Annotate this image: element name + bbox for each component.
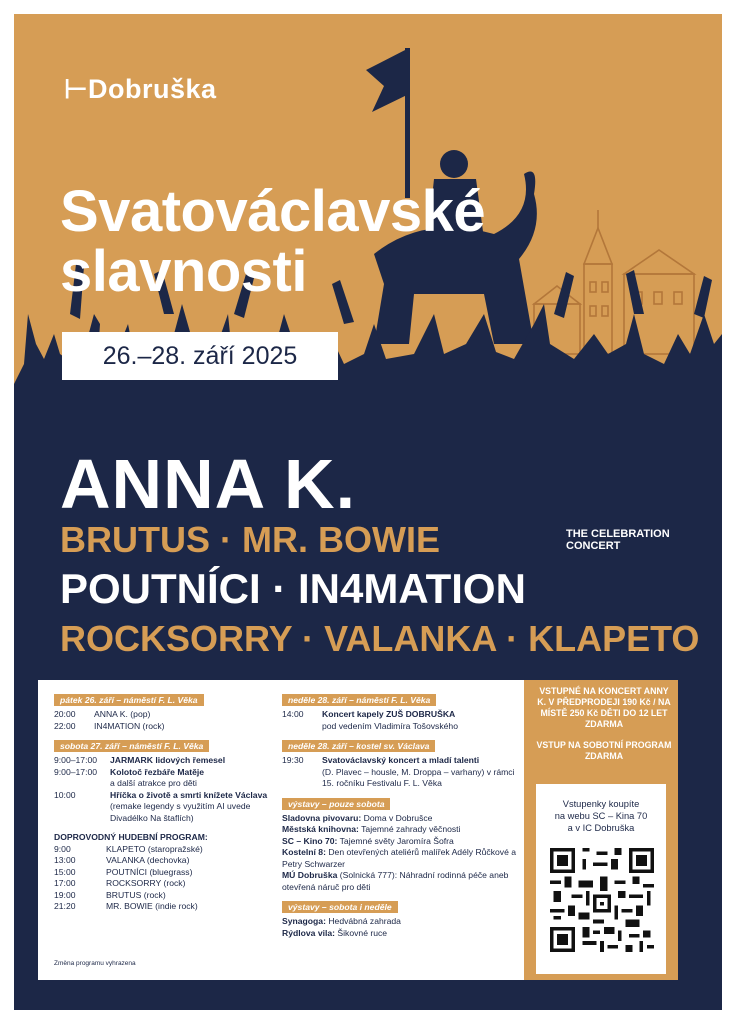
item-bold: Hříčka o životě a smrti knížete Václava [110,789,268,800]
separator: · [506,618,519,659]
celebration-line-1: THE CELEBRATION [566,528,670,540]
item-text: MR. BOWIE (indie rock) [106,901,198,911]
ticket-purchase-box [536,784,666,974]
time: 9:00–17:00 [54,755,98,765]
item-bold: Svatováclavský koncert a mladí talenti [322,755,480,765]
brand-name: Dobruška [88,74,217,104]
poster [14,14,722,1010]
item-text: Den otevřených ateliérů malířek Adély Růčkové a Petry Schwarzer [282,847,517,869]
item-text: Tajemné zahrady věčnosti [361,824,461,834]
ticket-purchase-text [536,798,666,834]
act-poutnici: POUTNÍCI [60,565,261,612]
celebration-line-2: CONCERT [566,540,621,552]
item-bold: SC – Kino 70: [282,835,338,846]
list-item [282,916,518,928]
exhibitions-saturday-header: výstavy – pouze sobota [282,798,390,810]
item-bold: Koncert kapely ZUŠ DOBRUŠKA [322,709,456,719]
program-panel [38,680,524,980]
list-item [282,836,518,848]
time: 15:00 [54,866,76,877]
separator: · [220,519,233,560]
list-item [54,901,268,913]
list-item [282,824,518,836]
program-left-column [54,694,268,913]
lineup-row-1 [60,520,440,560]
act-in4mation: IN4MATION [298,565,526,612]
list-item [54,721,268,733]
item-bold: Kostelní 8: [282,847,326,857]
time: 17:00 [54,878,76,888]
sunday-church-header: neděle 28. září – kostel sv. Václava [282,740,435,752]
item-bold: Rýdlova vila: [282,927,336,938]
time: 13:00 [54,855,76,865]
time: 19:30 [282,755,304,765]
item-bold: Synagoga: [282,916,326,926]
list-item [54,890,268,902]
item-text: pod vedením Vladimíra Tošovského [322,720,458,731]
item-bold: MÚ Dobruška [282,870,338,880]
title-line-1: Svatováclavské [60,179,486,244]
lineup-row-3 [60,619,699,659]
item-bold: Městská knihovna: [282,824,359,834]
time: 14:00 [282,709,304,719]
list-item [282,709,518,732]
ticket-panel [524,680,678,980]
act-valanka: VALANKA [324,618,497,659]
music-header: DOPROVODNÝ HUDEBNÍ PROGRAM: [54,832,208,842]
item-bold: Sladovna pivovaru: [282,812,362,823]
buy-line-1: Vstupenky koupíte [562,799,640,809]
item-text: IN4MATION (rock) [94,720,165,731]
event-title [60,179,486,304]
celebration-note [566,528,670,552]
separator: · [272,565,287,612]
title-line-2: slavnosti [60,239,307,304]
item-text: ANNA K. (pop) [94,709,151,719]
item-text: Šikovné ruce [337,927,388,938]
item-text: a další atrakce pro děti [110,778,197,788]
list-item [54,755,268,767]
list-item [54,790,268,825]
item-text: (Solnická 777): Náhradní rodinná péče aneb otevřená náruč pro děti [282,870,509,892]
list-item [54,878,268,890]
time: 19:00 [54,889,76,900]
act-mr-bowie: MR. BOWIE [242,519,441,560]
event-dates: 26.–28. září 2025 [62,332,338,380]
program-right-column [282,694,518,939]
act-brutus: BRUTUS [60,519,210,560]
friday-header: pátek 26. září – náměstí F. L. Věka [54,694,204,706]
item-text: VALANKA (dechovka) [106,855,190,865]
list-item [282,813,518,825]
item-bold: Kolotoč řezbáře Matěje [110,766,205,777]
item-text: (remake legendy s využitím AI uvede Divadélko Na štaflích) [110,801,251,823]
lineup-row-2 [60,566,526,612]
act-rocksorry: ROCKSORRY [60,618,293,659]
separator: · [302,618,315,659]
buy-line-2: na webu SC – Kina 70 [554,811,648,821]
item-text: KLAPETO (staropražské) [106,843,203,854]
time: 9:00–17:00 [54,766,98,777]
item-text: ROCKSORRY (rock) [106,878,186,888]
saturday-header: sobota 27. září – náměstí F. L. Věka [54,740,209,752]
item-text: Tajemné světy Jaromíra Šofra [339,835,454,846]
list-item [282,928,518,940]
list-item [54,855,268,867]
dobruska-logo-icon: ⊢ [64,74,89,104]
list-item [54,709,268,721]
item-text: BRUTUS (rock) [106,889,166,900]
list-item [54,767,268,790]
brand-logo [64,74,217,105]
exhibitions-both-header: výstavy – sobota i neděle [282,901,398,913]
sunday-square-header: neděle 28. září – náměstí F. L. Věka [282,694,436,706]
qr-code-icon[interactable] [550,848,654,952]
item-text: Doma v Dobrušce [363,812,433,823]
item-text: POUTNÍCI (bluegrass) [106,866,193,877]
time: 10:00 [54,789,76,800]
concert-entry-price: VSTUPNÉ NA KONCERT ANNY K. V PŘEDPRODEJI 190 Kč / NA MÍSTĚ 250 Kč DĚTI DO 12 LET ZDARMA [537,686,671,729]
list-item [282,755,518,790]
act-klapeto: KLAPETO [528,618,700,659]
item-text: (D. Plavec – housle, M. Droppa – varhany) v rámci 15. ročníku Festivalu F. L. Věka [322,766,515,788]
time: 9:00 [54,843,71,854]
program-change-note: Změna programu vyhrazena [54,960,136,967]
item-bold: JARMARK lidových řemesel [110,755,226,765]
buy-line-3: a v IC Dobruška [567,823,635,833]
time: 20:00 [54,709,76,719]
list-item [282,870,518,893]
headliner: ANNA K. [60,445,357,523]
time: 22:00 [54,720,76,731]
time: 21:20 [54,901,76,911]
ticket-info [534,686,674,772]
saturday-entry: VSTUP NA SOBOTNÍ PROGRAM ZDARMA [536,740,672,761]
list-item [282,847,518,870]
list-item [54,867,268,879]
item-text: Hedvábná zahrada [328,916,401,926]
list-item [54,844,268,856]
